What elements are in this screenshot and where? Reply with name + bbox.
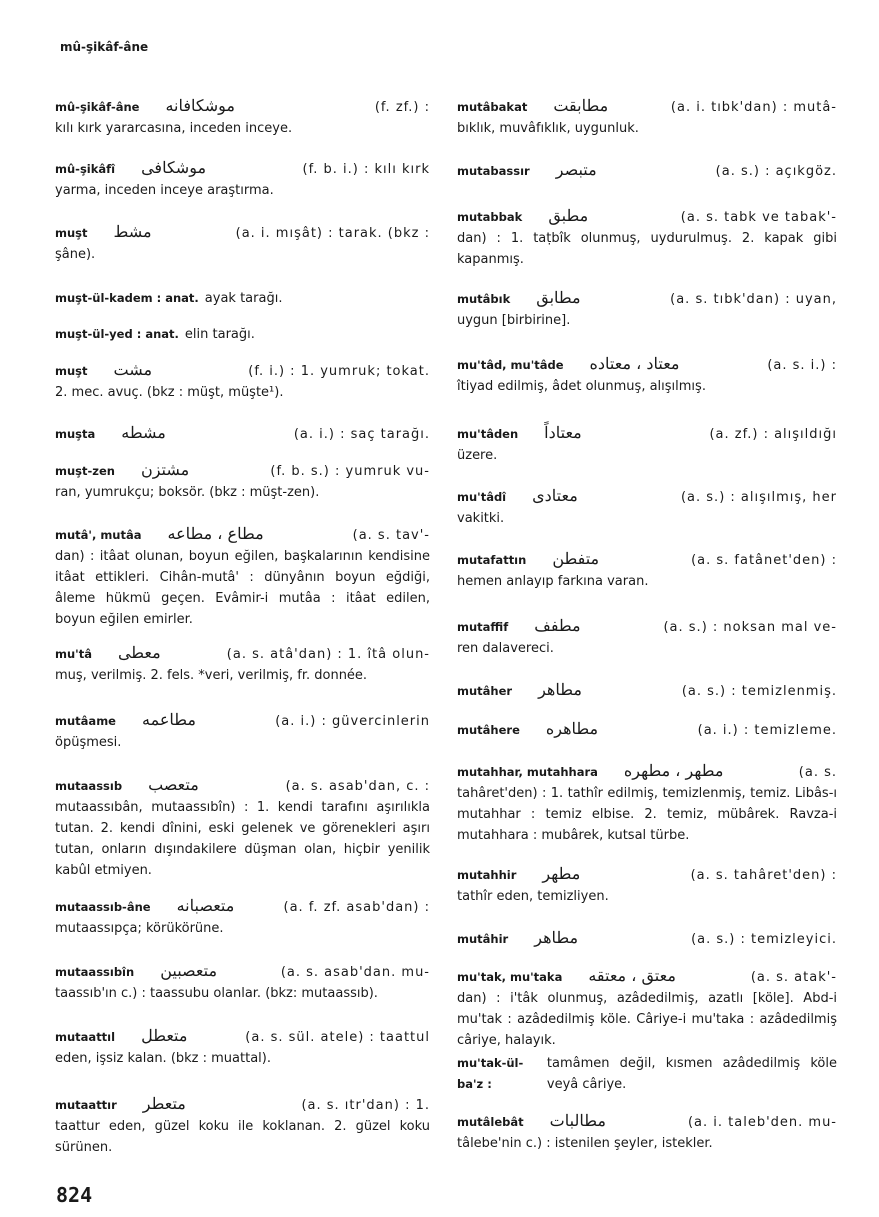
dictionary-entry (457, 422, 837, 466)
definition: hemen anlayıp farkına varan. (457, 574, 649, 589)
dictionary-entry (457, 95, 837, 139)
arabic-script: متعصب (148, 775, 199, 794)
definition: uygun [birbirine]. (457, 313, 571, 328)
headword: mû-şikâfî (55, 162, 116, 176)
definition: üzere. (457, 448, 498, 463)
etymology: (f. zf.) : (374, 100, 430, 115)
headword: mutâhere (457, 723, 520, 737)
etymology: (a. s.) : açıkgöz. (715, 164, 837, 179)
etymology: (a. s. (798, 765, 837, 780)
dictionary-entry (457, 760, 837, 846)
dictionary-entry (457, 353, 837, 397)
definition: muş, verilmiş. 2. fels. *veri, verilmiş, fr. donnée. (55, 668, 368, 683)
etymology: (a. s. i.) : (767, 358, 837, 373)
dictionary-entry (457, 548, 837, 592)
arabic-script: متعصبين (160, 961, 218, 980)
definition: vakitki. (457, 511, 505, 526)
etymology: (a. s. asab'dan, c. : (285, 779, 430, 794)
arabic-script: متبصر (555, 160, 597, 179)
arabic-script: مطابق (536, 288, 581, 307)
dictionary-entry (55, 359, 430, 403)
dictionary-entry (457, 1053, 837, 1095)
etymology: (a. s. atak'- (750, 970, 837, 985)
definition: tathîr eden, temizliyen. (457, 889, 609, 904)
headword: muşt-ül-yed : anat. (55, 327, 179, 341)
headword: mutahhir (457, 868, 517, 882)
running-header: mû-şikâf-âne (60, 40, 149, 54)
arabic-script: معتق ، معتقه (588, 966, 676, 985)
definition: ran, yumrukçu; boksör. (bkz : müşt-zen). (55, 485, 320, 500)
etymology: (a. i.) : temizleme. (697, 723, 837, 738)
arabic-script: معتاداً (544, 423, 582, 442)
headword: mu'tâden (457, 427, 519, 441)
etymology: (a. f. zf. asab'dan) : (283, 900, 430, 915)
definition: îtiyad edilmiş, âdet olunmuş, alışılmış. (457, 379, 706, 394)
headword: mutaattıl (55, 1030, 116, 1044)
arabic-script: متعطر (142, 1094, 186, 1113)
etymology: (a. zf.) : alışıldığı (709, 427, 837, 442)
dictionary-entry (55, 642, 430, 686)
etymology: (a. s.) : temizleyici. (691, 932, 837, 947)
dictionary-entry (457, 485, 837, 529)
headword: mutaassıbîn (55, 965, 135, 979)
headword: mutahhar, mutahhara (457, 765, 598, 779)
headword: mutabassır (457, 164, 530, 178)
dictionary-entry (457, 615, 837, 659)
arabic-script: مطاعمه (141, 710, 196, 729)
headword: mû-şikâf-âne (55, 100, 140, 114)
definition: ren dalavereci. (457, 641, 554, 656)
definition: mutaassıpça; körükörüne. (55, 921, 224, 936)
definition: kılı kırk yararcasına, inceden inceye. (55, 121, 293, 136)
headword: mutaassıb (55, 779, 123, 793)
headword: mutâlebât (457, 1115, 524, 1129)
etymology: (a. i. mışât) : tarak. (bkz : (235, 226, 430, 241)
etymology: (a. s. fatânet'den) : (691, 553, 837, 568)
dictionary-entry (55, 157, 430, 201)
dictionary-entry (457, 965, 837, 1051)
dictionary-entry (55, 288, 430, 309)
headword: mu'tak-ül-ba'z : (457, 1056, 524, 1091)
dictionary-entry (55, 324, 430, 345)
arabic-script: معطى (117, 643, 161, 662)
arabic-script: مطفف (534, 616, 581, 635)
definition: elin tarağı. (184, 327, 255, 342)
etymology: (a. s. tabk ve tabak'- (680, 210, 837, 225)
arabic-script: معتاد ، معتاده (589, 354, 680, 373)
arabic-script: مطاهر (534, 928, 579, 947)
headword: mutaattır (55, 1098, 117, 1112)
etymology: (f. b. i.) : kılı kırk (302, 162, 430, 177)
dictionary-entry (55, 709, 430, 753)
arabic-script: مشت (113, 360, 153, 379)
dictionary-entry (457, 718, 837, 741)
headword: mu'tak, mu'taka (457, 970, 563, 984)
etymology: (a. i.) : saç tarağı. (293, 427, 430, 442)
dictionary-entry (457, 287, 837, 331)
definition: yarma, inceden inceye araştırma. (55, 183, 274, 198)
arabic-script: مشتزن (140, 460, 190, 479)
dictionary-entry (55, 895, 430, 939)
dictionary-entry (55, 459, 430, 503)
arabic-script: مطاهر (538, 680, 582, 699)
definition: şâne). (55, 247, 96, 262)
headword: mutaffif (457, 620, 509, 634)
headword: muşt-zen (55, 464, 115, 478)
dictionary-entry (457, 205, 837, 270)
arabic-script: مطاهره (545, 719, 599, 738)
headword: mu'tâ (55, 647, 92, 661)
etymology: (a. i.) : güvercinlerin (275, 714, 430, 729)
headword: mu'tâdî (457, 490, 507, 504)
etymology: (a. i. taleb'den. mu- (687, 1115, 837, 1130)
dictionary-entry (55, 1093, 430, 1158)
headword: mutabbak (457, 210, 523, 224)
etymology: (f. b. s.) : yumruk vu- (270, 464, 430, 479)
etymology: (a. s.) : noksan mal ve- (663, 620, 837, 635)
headword: mutâher (457, 684, 513, 698)
definition: tahâret'den) : 1. tathîr edilmiş, temizlenmiş, temiz. Libâs-ı mutahhar : temiz elbise. 2. temiz, mübârek. Ravza-i mutahhara : mubârek, kutsal türbe. (457, 786, 837, 843)
arabic-script: مطهر ، مطهره (623, 761, 724, 780)
headword: mutâhir (457, 932, 509, 946)
arabic-script: مطابقت (553, 96, 609, 115)
dictionary-entry (55, 960, 430, 1004)
definition: ayak tarağı. (204, 291, 283, 306)
headword: mutaassıb-âne (55, 900, 151, 914)
headword: muşt-ül-kadem : anat. (55, 291, 199, 305)
arabic-script: مشطه (121, 423, 166, 442)
etymology: (a. s. tav'- (352, 528, 430, 543)
dictionary-entry (457, 927, 837, 950)
dictionary-entry (55, 221, 430, 265)
etymology: (a. s.) : alışılmış, her (680, 490, 837, 505)
dictionary-entry (55, 1025, 430, 1069)
arabic-script: معتادى (532, 486, 578, 505)
definition: dan) : 1. taṭbîk olunmuş, uydurulmuş. 2. kapak gibi kapanmış. (457, 231, 837, 267)
etymology: (a. s. atâ'dan) : 1. îtâ olun- (226, 647, 430, 662)
etymology: (a. s. sül. atele) : taattul (245, 1030, 430, 1045)
definition: bıklık, muvâfıklık, uygunluk. (457, 121, 639, 136)
dictionary-entry (457, 159, 837, 182)
dictionary-entry (55, 523, 430, 630)
etymology: (a. s. tıbk'dan) : uyan, (670, 292, 837, 307)
arabic-script: متفطن (552, 549, 600, 568)
headword: mutâbık (457, 292, 511, 306)
definition: taassıb'ın c.) : taassubu olanlar. (bkz: mutaassıb). (55, 986, 378, 1001)
headword: muşt (55, 226, 88, 240)
definition: eden, işsiz kalan. (bkz : muattal). (55, 1051, 271, 1066)
headword: muşt (55, 364, 88, 378)
headword: mutâbakat (457, 100, 528, 114)
arabic-script: موشكافى (141, 158, 207, 177)
dictionary-entry (457, 679, 837, 702)
headword: mutafattın (457, 553, 527, 567)
definition: tâlebe'nin c.) : istenilen şeyler, istekler. (457, 1136, 713, 1151)
dictionary-entry (457, 863, 837, 907)
headword: mutâame (55, 714, 116, 728)
page-number: 824 (56, 1183, 93, 1207)
arabic-script: متعطل (141, 1026, 188, 1045)
dictionary-entry (457, 1110, 837, 1154)
definition: dan) : i'tâk olunmuş, azâdedilmiş, azatlı [köle]. Abd-i mu'tak : azâdedilmiş köle. Câriye-i mu'taka : azâdedilmiş câriye, halayık. (457, 991, 837, 1048)
arabic-script: مشط (113, 222, 152, 241)
etymology: (a. s.) : temizlenmiş. (681, 684, 837, 699)
definition: 2. mec. avuç. (bkz : müşt, müşte¹). (55, 385, 284, 400)
headword: mu'tâd, mu'tâde (457, 358, 564, 372)
arabic-script: موشكافانه (165, 96, 235, 115)
dictionary-entry (55, 95, 430, 139)
definition: taattur eden, güzel koku ile koklanan. 2. güzel koku sürünen. (55, 1119, 430, 1155)
headword: muşta (55, 427, 96, 441)
arabic-script: مطبق (548, 206, 589, 225)
etymology: (a. i. tıbk'dan) : mutâ- (670, 100, 837, 115)
etymology: (a. s. asab'dan. mu- (280, 965, 430, 980)
arabic-script: مطالبات (549, 1111, 606, 1130)
headword: mutâ', mutâa (55, 528, 142, 542)
dictionary-entry (55, 774, 430, 881)
etymology: (a. s. ıtr'dan) : 1. (301, 1098, 430, 1113)
definition: öpüşmesi. (55, 735, 122, 750)
etymology: (a. s. tahâret'den) : (690, 868, 837, 883)
dictionary-entry (55, 422, 430, 445)
definition: mutaassıbân, mutaassıbîn) : 1. kendi tarafını aşırılıkla tutan. 2. kendi dînini, eski gelenek ve görenekleri aşırı tutan, onların dışındakilere düşman olan, hiçbir yenilik kabûl etmiyen. (55, 800, 430, 878)
definition: dan) : itâat olunan, boyun eğilen, başkalarının kendisine itâat ettikleri. Cihân-mutâ' : dünyânın boyun eğdiği, âleme hükmü geçen. Evâmir-i mutâa : itâat edilen, boyun eğilen emirler. (55, 549, 430, 627)
arabic-script: متعصبانه (176, 896, 235, 915)
etymology: (f. i.) : 1. yumruk; tokat. (248, 364, 430, 379)
definition: tamâmen değil, kısmen azâdedilmiş köle veyâ câriye. (546, 1056, 837, 1092)
arabic-script: مطاع ، مطاعه (167, 524, 264, 543)
arabic-script: مطهر (542, 864, 581, 883)
